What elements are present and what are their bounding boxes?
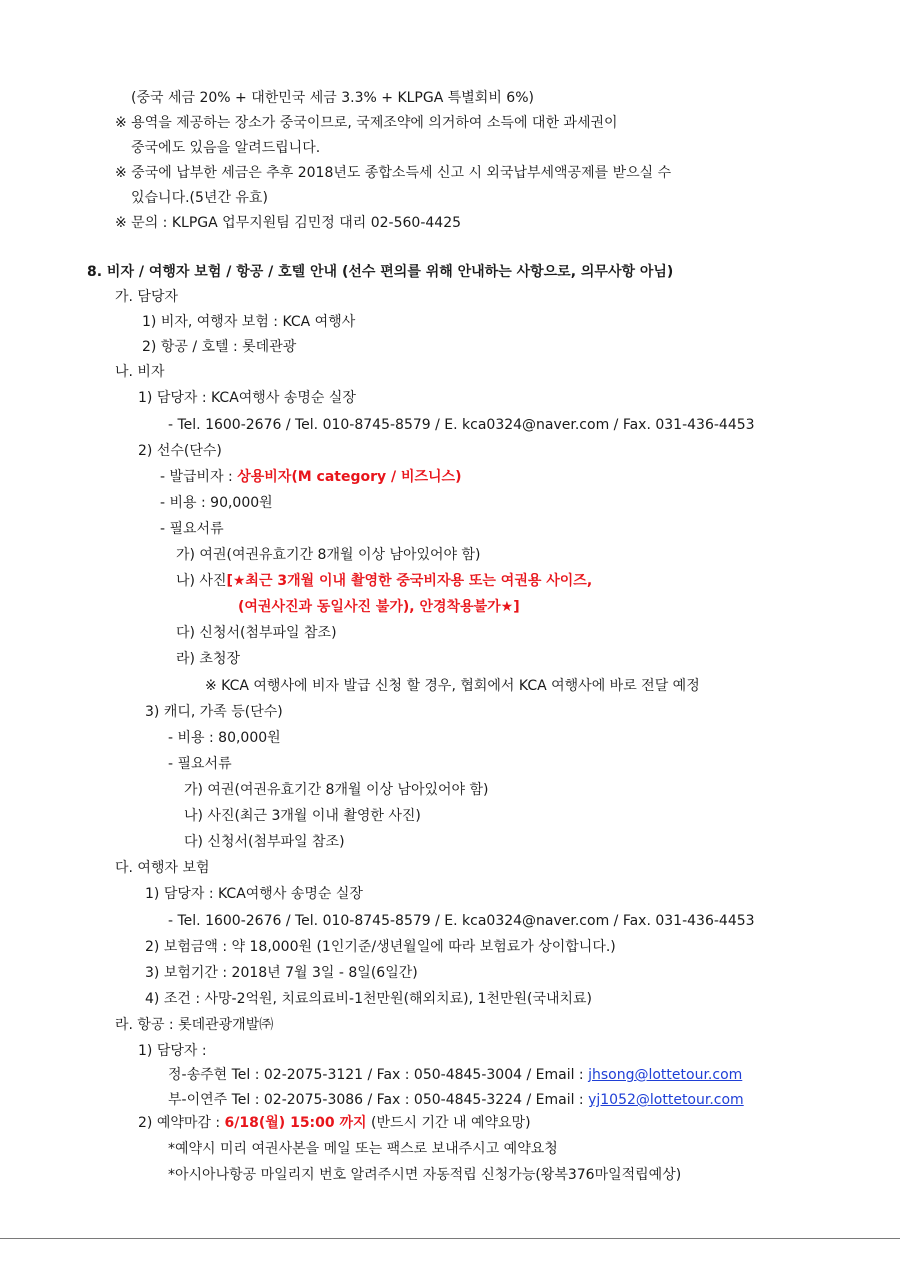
insurance-period: 3) 보험기간 : 2018년 7월 3일 - 8일(6일간) [145, 965, 418, 981]
email-link-yj1052[interactable]: yj1052@lottetour.com [588, 1092, 744, 1108]
insurance-contact-details: - Tel. 1600-2676 / Tel. 010-8745-8579 / E. kca0324@naver.com / Fax. 031-436-4453 [168, 913, 755, 929]
player-visa-cost: - 비용 : 90,000원 [160, 495, 273, 511]
player-doc-passport: 가) 여권(여권유효기간 8개월 이상 남아있어야 함) [176, 547, 481, 563]
air-contact-heading: 1) 담당자 : [138, 1043, 207, 1059]
player-doc-photo-label: 나) 사진 [176, 573, 227, 589]
booking-note-mileage: *아시아나항공 마일리지 번호 알려주시면 자동적립 신청가능(왕복376마일적립예상) [168, 1167, 682, 1183]
air-contact-primary-text: 정-송주현 Tel : 02-2075-3121 / Fax : 050-4845-3004 / Email : [168, 1067, 589, 1083]
booking-note-passport: *예약시 미리 여권사본을 메일 또는 팩스로 보내주시고 예약요청 [168, 1141, 558, 1157]
page-bottom-divider [0, 1238, 900, 1239]
visa-type-label: - 발급비자 : [160, 469, 238, 485]
air-contact-secondary [168, 1090, 744, 1110]
booking-deadline-date: 6/18(월) 15:00 까지 [224, 1115, 367, 1131]
air-contact-secondary-text: 부-이연주 Tel : 02-2075-3086 / Fax : 050-4845-3224 / Email : [168, 1092, 589, 1108]
email-link-jhsong[interactable]: jhsong@lottetour.com [588, 1067, 743, 1083]
subsection-da-heading: 다. 여행자 보험 [115, 860, 210, 876]
player-doc-invitation: 라) 초청장 [176, 651, 241, 667]
contact-visa-insurance: 1) 비자, 여행자 보험 : KCA 여행사 [142, 314, 356, 330]
tax-breakdown-line: (중국 세금 20% + 대한민국 세금 3.3% + KLPGA 특별회비 6%) [131, 90, 534, 106]
air-contact-primary [168, 1065, 742, 1085]
contact-air-hotel: 2) 항공 / 호텔 : 롯데관광 [142, 339, 297, 355]
booking-deadline-label: 2) 예약마감 : [138, 1115, 225, 1131]
subsection-ga-heading: 가. 담당자 [115, 289, 178, 305]
player-doc-application: 다) 신청서(첨부파일 참조) [176, 625, 337, 641]
tax-note-1-cont: 중국에도 있음을 알려드립니다. [131, 140, 321, 156]
booking-deadline-line [138, 1113, 531, 1133]
player-docs-heading: - 필요서류 [160, 521, 224, 537]
subsection-na-heading: 나. 비자 [115, 364, 165, 380]
booking-deadline-note: (반드시 기간 내 예약요망) [366, 1115, 531, 1131]
player-doc-photo [176, 571, 592, 591]
caddie-doc-photo: 나) 사진(최근 3개월 이내 촬영한 사진) [184, 808, 421, 824]
tax-note-1: ※ 용역을 제공하는 장소가 중국이므로, 국제조약에 의거하여 소득에 대한 과세권이 [115, 115, 618, 131]
photo-requirement-text: [★최근 3개월 이내 촬영한 중국비자용 또는 여권용 사이즈, [226, 573, 593, 589]
visa-type-line [160, 467, 461, 487]
insurance-contact-person: 1) 담당자 : KCA여행사 송명순 실장 [145, 886, 363, 902]
caddie-visa-cost: - 비용 : 80,000원 [168, 730, 281, 746]
invitation-note: ※ KCA 여행사에 비자 발급 신청 할 경우, 협회에서 KCA 여행사에 바로 전달 예정 [205, 678, 700, 694]
subsection-ra-heading: 라. 항공 : 롯데관광개발㈜ [115, 1017, 274, 1033]
visa-contact-person: 1) 담당자 : KCA여행사 송명순 실장 [138, 390, 356, 406]
visa-contact-details: - Tel. 1600-2676 / Tel. 010-8745-8579 / E. kca0324@naver.com / Fax. 031-436-4453 [168, 417, 755, 433]
tax-inquiry-line: ※ 문의 : KLPGA 업무지원팀 김민정 대리 02-560-4425 [115, 215, 462, 231]
caddie-doc-application: 다) 신청서(첨부파일 참조) [184, 834, 345, 850]
tax-note-2-cont: 있습니다.(5년간 유효) [131, 190, 268, 206]
player-visa-heading: 2) 선수(단수) [138, 443, 222, 459]
visa-type-value: 상용비자(M category / 비즈니스) [237, 469, 462, 485]
insurance-conditions: 4) 조건 : 사망-2억원, 치료의료비-1천만원(해외치료), 1천만원(국내치료) [145, 991, 593, 1007]
caddie-visa-heading: 3) 캐디, 가족 등(단수) [145, 704, 283, 720]
photo-requirement-cont: (여권사진과 동일사진 불가), 안경착용불가★] [238, 599, 520, 615]
insurance-amount: 2) 보험금액 : 약 18,000원 (1인기준/생년월일에 따라 보험료가 상이합니다.) [145, 939, 616, 955]
caddie-doc-passport: 가) 여권(여권유효기간 8개월 이상 남아있어야 함) [184, 782, 489, 798]
caddie-docs-heading: - 필요서류 [168, 756, 232, 772]
tax-note-2: ※ 중국에 납부한 세금은 추후 2018년도 종합소득세 신고 시 외국납부세액공제를 받으실 수 [115, 165, 672, 181]
section-8-heading: 8. 비자 / 여행자 보험 / 항공 / 호텔 안내 (선수 편의를 위해 안내하는 사항으로, 의무사항 아님) [87, 264, 674, 280]
